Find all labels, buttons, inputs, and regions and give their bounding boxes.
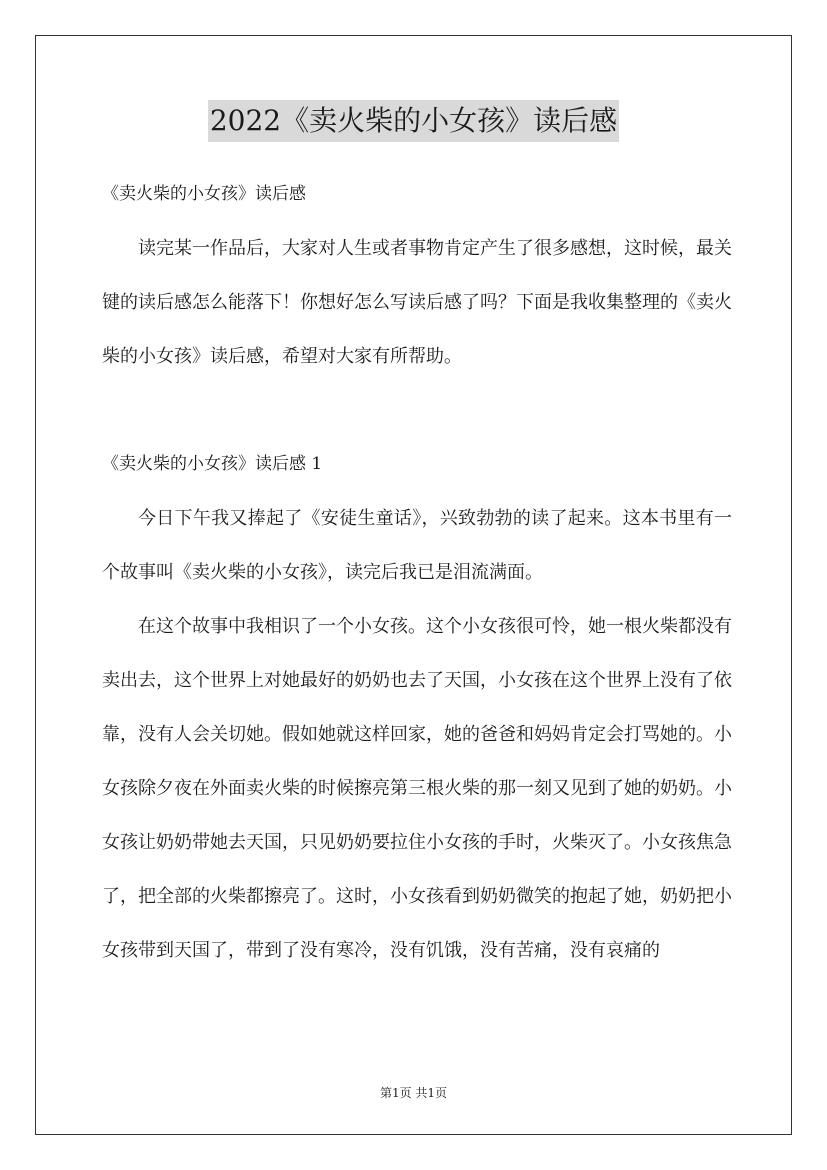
section-heading: 《卖火柴的小女孩》读后感 1	[102, 454, 323, 474]
page-footer: 第1页 共1页	[379, 1086, 448, 1100]
title-container	[0, 100, 827, 142]
section-paragraph-1: 今日下午我又捧起了《安徒生童话》，兴致勃勃的读了起来。这本书里有一个故事叫《卖火柴的小女孩》，读完后我已是泪流满面。	[102, 508, 732, 583]
intro-paragraph: 读完某一作品后，大家对人生或者事物肯定产生了很多感想，这时候，最关键的读后感怎么能落下！你想好怎么写读后感了吗？下面是我收集整理的《卖火柴的小女孩》读后感，希望对大家有所帮助。	[102, 238, 732, 367]
section-paragraph-2: 在这个故事中我相识了一个小女孩。这个小女孩很可怜，她一根火柴都没有卖出去，这个世界上对她最好的奶奶也去了天国，小女孩在这个世界上没有了依靠，没有人会关切她。假如她就这样回家，她的爸爸和妈妈肯定会打骂她的。小女孩除夕夜在外面卖火柴的时候擦亮第三根火柴的那一刻又见到了她的奶奶。小女孩让奶奶带她去天国，只见奶奶要拉住小女孩的手时，火柴灭了。小女孩焦急了，把全部的火柴都擦亮了。这时，小女孩看到奶奶微笑的抱起了她，奶奶把小女孩带到天国了，带到了没有寒冷，没有饥饿，没有苦痛，没有哀痛的	[102, 616, 732, 961]
document-title: 2022《卖火柴的小女孩》读后感	[208, 100, 619, 142]
document-subtitle: 《卖火柴的小女孩》读后感	[102, 184, 306, 204]
